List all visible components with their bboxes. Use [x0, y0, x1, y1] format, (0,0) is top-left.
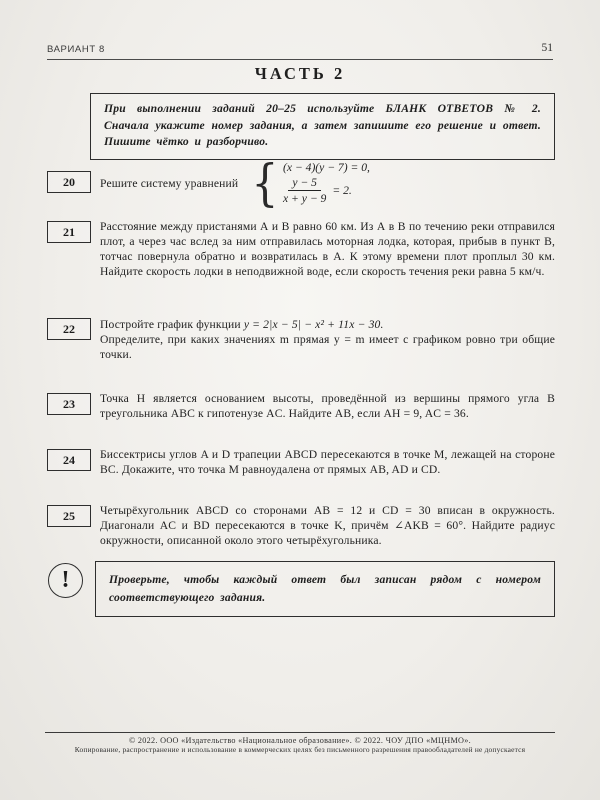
footer-rule: [45, 732, 555, 733]
system-equations: [283, 161, 370, 205]
problem-25-number: 25: [47, 505, 91, 527]
system-equation-2: [283, 176, 370, 205]
system-brace: {: [251, 154, 279, 212]
fraction: [283, 176, 326, 205]
problem-22-number: 22: [47, 318, 91, 340]
part-title: ЧАСТЬ 2: [254, 64, 346, 83]
problem-23-number: 23: [47, 393, 91, 415]
equation-system: [249, 154, 370, 212]
problem-23-text: Точка H является основанием высоты, проведённой из вершины прямого угла B треугольника ABC к гипотенузе AC. Найдите AB, если AH = 9, AC = 36.: [100, 392, 555, 420]
fraction-denominator: x + y − 9: [283, 192, 327, 205]
footer-copyright: © 2022. ООО «Издательство «Национальное образование». © 2022. ЧОУ ДПО «МЦНМО».: [128, 736, 472, 745]
problem-22-text: Определите, при каких значениях m прямая y = m имеет с графиком ровно три общие точки.: [100, 333, 555, 361]
problem-21-number: 21: [47, 221, 91, 243]
instruction-box: [90, 93, 555, 160]
footer-notice: Копирование, распространение и использование в коммерческих целях без письменного разрешения правообладателей не допускается: [74, 745, 526, 754]
variant-label: ВАРИАНТ 8: [47, 44, 105, 55]
problem-24-text: Биссектрисы углов A и D трапеции ABCD пересекаются в точке M, лежащей на стороне BC. Докажите, что точка M равноудалена от прямых AB, AD и CD.: [100, 448, 555, 476]
problem-22-intro: Постройте график функции: [100, 318, 241, 331]
system-equation-1: (x − 4)(y − 7) = 0,: [283, 161, 370, 174]
problem-22: [100, 317, 555, 362]
problem-21-text: Расстояние между пристанями А и В равно 60 км. Из А в В по течению реки отправился плот, а через час вслед за ним отправилась моторная лодка, которая, прибыв в пункт В, тотчас повернула обратно и возвратилась в А. К этому времени плот проплыл 30 км. Найдите скорость лодки в неподвижной воде, если скорость течения реки равна 5 км/ч.: [100, 220, 555, 278]
problem-20-number: 20: [47, 171, 91, 193]
instruction-text: При выполнении заданий 20–25 используйте БЛАНК ОТВЕТОВ № 2. Сначала укажите номер задания, а затем запишите его решение и ответ. Пишите чётко и разборчиво.: [104, 102, 541, 148]
page-number: 51: [541, 42, 553, 54]
problem-20: [100, 154, 555, 212]
exclamation-icon: !: [48, 563, 83, 598]
problem-24-number: 24: [47, 449, 91, 471]
problem-22-formula: y = 2|x − 5| − x² + 11x − 30.: [243, 318, 384, 331]
problem-25-text: Четырёхугольник ABCD со сторонами AB = 12 и CD = 30 вписан в окружность. Диагонали AC и BD пересекаются в точке K, причём ∠AKB = 60°. Найдите радиус окружности, описанной около этого четырёхугольника.: [100, 504, 555, 547]
problem-22-formula-line: [100, 317, 555, 332]
problem-20-intro: Решите систему уравнений: [100, 176, 239, 190]
equation-rhs: = 2.: [332, 184, 352, 197]
fraction-numerator: y − 5: [288, 176, 321, 191]
note-text: Проверьте, чтобы каждый ответ был записан рядом с номером соответствующего задания.: [109, 573, 541, 604]
header-rule: [47, 59, 553, 60]
note-box: [95, 561, 555, 617]
